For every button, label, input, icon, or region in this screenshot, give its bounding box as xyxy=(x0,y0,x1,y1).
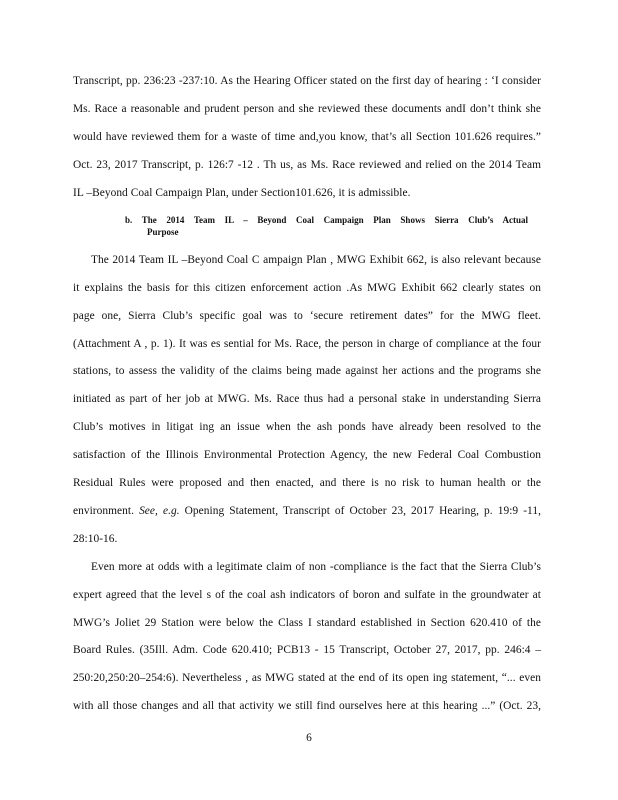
text-line: 250:20,250:20–254:6). Nevertheless , as MWG stated at the end of its open ing statement, “... even xyxy=(73,672,541,684)
text-line: would have reviewed them for a waste of time and,you know, that’s all Section 101.626 requires.” xyxy=(73,131,541,143)
text-line: Board Rules. (35Ill. Adm. Code 620.410; PCB13 - 15 Transcript, October 27, 2017, pp. 246:4 – xyxy=(73,644,541,656)
page-number: 6 xyxy=(306,732,312,744)
section-heading: b. The 2014 Team IL – Beyond Coal Campaign Plan Shows Sierra Club’s Actual xyxy=(125,215,528,225)
text-line: page one, Sierra Club’s specific goal was to ‘secure retirement dates” for the MWG fleet. xyxy=(73,310,541,322)
text-line: 28:10-16. xyxy=(73,533,118,545)
text-line: MWG’s Joliet 29 Station were below the Class I standard established in Section 620.410 of the xyxy=(73,617,541,629)
text-line: Even more at odds with a legitimate claim of non -compliance is the fact that the Sierra Club’s xyxy=(91,561,541,573)
text-line: Oct. 23, 2017 Transcript, p. 126:7 -12 . Th us, as Ms. Race reviewed and relied on the 2014 Team xyxy=(73,159,541,171)
section-heading-continuation: Purpose xyxy=(147,227,179,237)
text-line: environment. See, e.g. Opening Statement, Transcript of October 23, 2017 Hearing, p. 19:9 -11, xyxy=(73,505,542,517)
text-line: (Attachment A , p. 1). It was es sential for Ms. Race, the person in charge of compliance at the four xyxy=(73,338,541,350)
text-line: initiated as part of her job at MWG. Ms. Race thus had a personal stake in understanding Sierra xyxy=(73,393,541,405)
text-line: stations, to assess the validity of the claims being made against her actions and the programs she xyxy=(73,365,541,377)
text-line: it explains the basis for this citizen enforcement action .As MWG Exhibit 662 clearly states on xyxy=(73,282,541,294)
text-line: Club’s motives in litigat ing an issue when the ash ponds have already been resolved to the xyxy=(73,421,541,433)
text-line: Transcript, pp. 236:23 -237:10. As the Hearing Officer stated on the first day of hearing : ‘I consider xyxy=(73,75,541,87)
text-line: expert agreed that the level s of the coal ash indicators of boron and sulfate in the groundwater at xyxy=(73,589,541,601)
text-line: IL –Beyond Coal Campaign Plan, under Section101.626, it is admissible. xyxy=(73,187,411,199)
text-line: The 2014 Team IL –Beyond Coal C ampaign Plan , MWG Exhibit 662, is also relevant because xyxy=(91,254,541,266)
text-line: Residual Rules were proposed and then enacted, and there is no risk to human health or the xyxy=(73,477,541,489)
text-line: with all those changes and all that activity we still find ourselves here at this hearing ...” (Oct. 23, xyxy=(73,700,541,712)
text-line: satisfaction of the Illinois Environmental Protection Agency, the new Federal Coal Combustion xyxy=(73,449,541,461)
text-line: Ms. Race a reasonable and prudent person and she reviewed these documents andI don’t think she xyxy=(73,103,541,115)
